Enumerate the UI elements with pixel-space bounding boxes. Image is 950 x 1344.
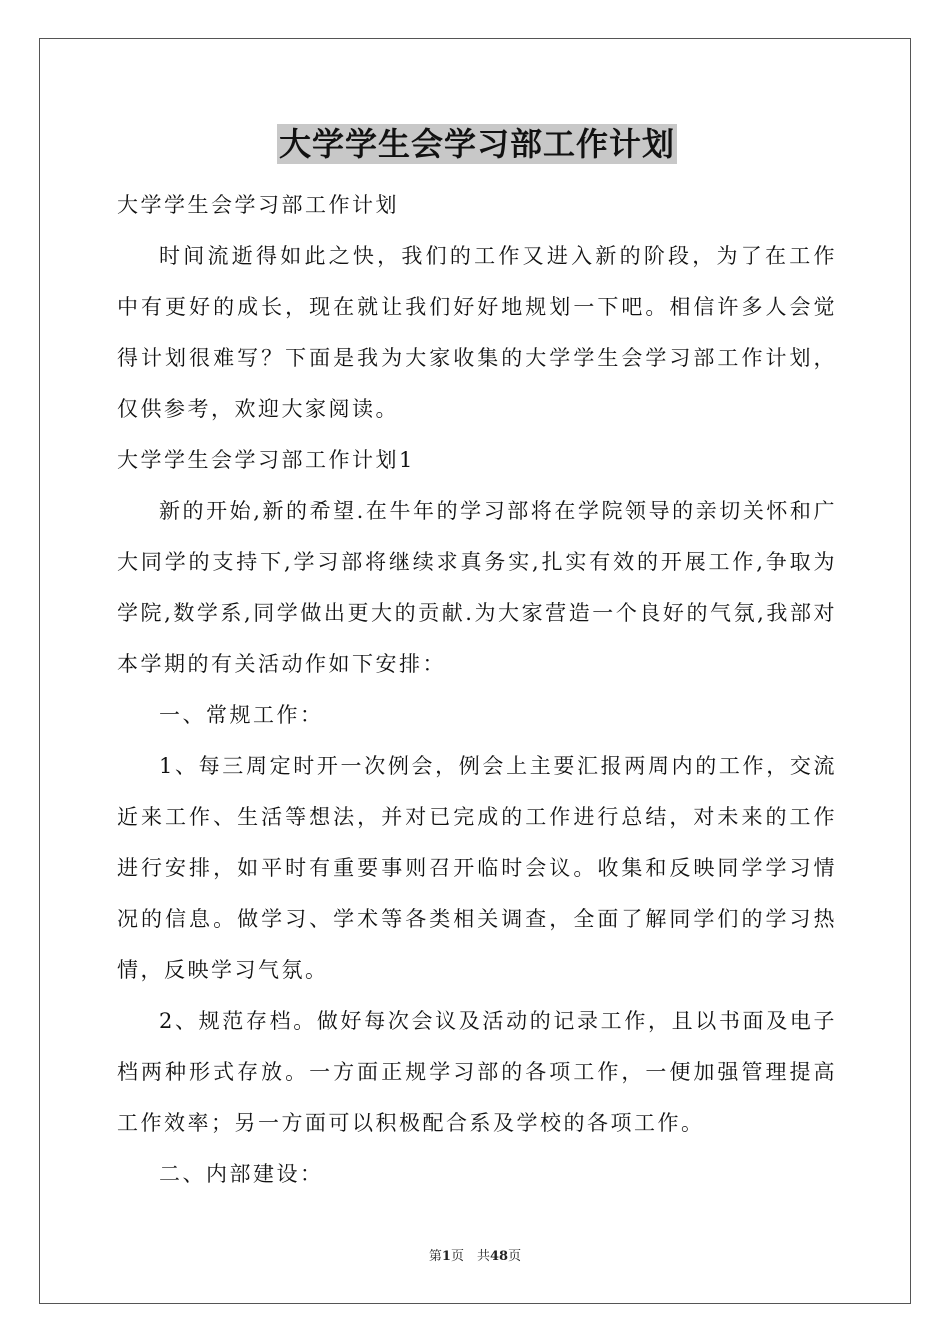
intro-paragraph: 时间流逝得如此之快，我们的工作又进入新的阶段，为了在工作中有更好的成长，现在就让我们好好地规划一下吧。相信许多人会觉得计划很难写？下面是我为大家收集的大学学生会学习部工作计划，仅供参考，欢迎大家阅读。	[117, 244, 837, 421]
document-title: 大学学生会学习部工作计划	[278, 125, 675, 163]
item-heading-routine: 一、常规工作：	[159, 703, 324, 727]
document-body	[117, 120, 837, 1200]
item-paragraph-meetings: 1、每三周定时开一次例会，例会上主要汇报两周内的工作，交流近来工作、生活等想法，并对已完成的工作进行总结，对未来的工作进行安排，如平时有重要事则召开临时会议。收集和反映同学学习情况的信息。做学习、学术等各类相关调查，全面了解同学们的学习热情，反映学习气氛。	[117, 754, 837, 982]
section-heading: 大学学生会学习部工作计划1	[117, 448, 415, 472]
page-footer	[0, 1245, 950, 1264]
footer-prefix: 第	[428, 1249, 442, 1264]
footer-mid: 页 共	[450, 1249, 490, 1264]
title-wrap	[117, 120, 837, 180]
subtitle: 大学学生会学习部工作计划	[117, 193, 399, 217]
section-paragraph: 新的开始,新的希望.在牛年的学习部将在学院领导的亲切关怀和广大同学的支持下,学习部将继续求真务实,扎实有效的开展工作,争取为学院,数学系,同学做出更大的贡献.为大家营造一个良好的气氛,我部对本学期的有关活动作如下安排：	[117, 499, 837, 676]
item-paragraph-archive: 2、规范存档。做好每次会议及活动的记录工作，且以书面及电子档两种形式存放。一方面正规学习部的各项工作，一便加强管理提高工作效率；另一方面可以积极配合系及学校的各项工作。	[117, 1009, 837, 1135]
item-heading-internal: 二、内部建设：	[159, 1162, 324, 1186]
footer-suffix: 页	[508, 1249, 522, 1264]
footer-total-pages: 48	[489, 1249, 509, 1264]
footer-page-number: 1	[441, 1249, 451, 1264]
